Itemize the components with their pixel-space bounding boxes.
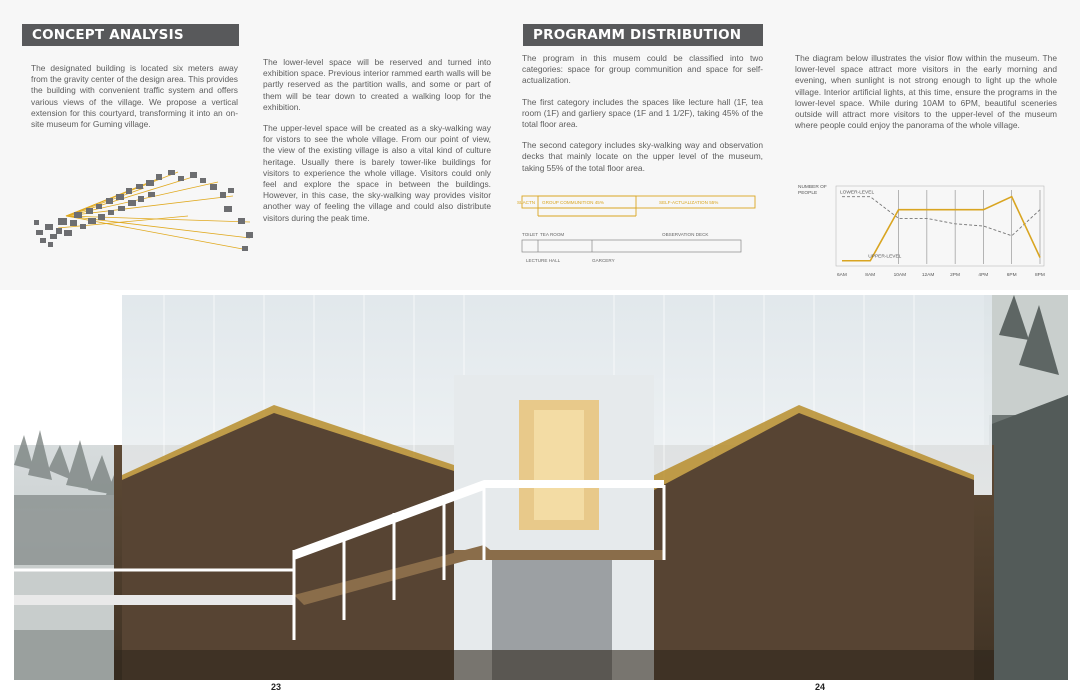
x-tick-label: 8PM bbox=[1035, 273, 1045, 278]
village-buildings bbox=[34, 170, 253, 251]
x-tick-label: 6AM bbox=[837, 273, 847, 278]
upper-level-paragraph: The upper-level space will be created as a sky-walking way for vistors to see the whole village. From our point of view, the view of the existing village is also a vital kind of culture heritage. Usually there is barely tower-like buildings for visitors to experience the whole village. Visitors could only feel and explore the space in between the buildings. However, in this case, the sky-walking way provides visitor another way of feeling the village and could also distribute visitors during the peak time. bbox=[263, 123, 491, 223]
series-label-lower-level: LOWER-LEVEL bbox=[840, 190, 875, 196]
first-category-paragraph: The first category includes the spaces like lecture hall (1F, tea room (1F) and garliery space (1F and 1 1/2F), taking 45% of the total floor area. bbox=[522, 96, 763, 130]
y-axis-label-line1: NUMBER OF bbox=[798, 185, 827, 190]
concept-intro-paragraph: The designated building is located six meters away from the gravity center of the design area. This provides the building with convenient traffic system and offers various views of the village. We propose a vertical extension for this courtyard, transforming it into an on-site museum for Guming village. bbox=[31, 63, 238, 130]
label-garcery: GARCERY bbox=[592, 258, 615, 263]
x-axis-ticks bbox=[837, 272, 1045, 278]
visitor-flow-text bbox=[795, 53, 1057, 131]
program-space-bars bbox=[522, 240, 741, 252]
label-toilet: TOILET bbox=[522, 232, 538, 237]
program-text bbox=[522, 53, 763, 174]
label-lecture-hall: LECTURE HALL bbox=[526, 258, 561, 263]
visitor-flow-chart bbox=[794, 180, 1056, 280]
label-slactn: SLACTN bbox=[517, 200, 536, 205]
program-distribution-diagram bbox=[514, 190, 764, 270]
x-tick-label: 4PM bbox=[978, 273, 989, 278]
concept-analysis-heading: CONCEPT ANALYSIS bbox=[22, 24, 239, 46]
chart-grid bbox=[899, 190, 1040, 264]
x-tick-label: 6PM bbox=[1006, 273, 1017, 278]
concept-intro-text bbox=[31, 63, 238, 130]
lower-level-paragraph: The lower-level space will be reserved and turned into exhibition space. Previous interior rammed earth walls will be partly reserved as the partition walls, and some or part of them will be tear down to created a walking loop for the exhibition. bbox=[263, 57, 491, 112]
page-number-left: 23 bbox=[271, 682, 282, 692]
museum-section-rendering bbox=[14, 295, 1068, 680]
label-tea-room: TEA ROOM bbox=[540, 232, 565, 237]
ground-shadow bbox=[114, 650, 994, 680]
label-observation-deck: OBSERVATION DECK bbox=[662, 232, 709, 237]
site-analysis-map bbox=[28, 158, 278, 258]
label-group-communition: GROUP COMMUNITION 45% bbox=[542, 200, 604, 205]
series-line-lower-level bbox=[842, 197, 1040, 236]
series-label-upper-level: UPPER-LEVEL bbox=[868, 254, 902, 260]
concept-body-text bbox=[263, 57, 491, 224]
series-line-upper-level bbox=[842, 197, 1040, 261]
x-tick-label: 10AM bbox=[893, 273, 907, 278]
chart-series bbox=[842, 197, 1040, 261]
page-number-right: 24 bbox=[815, 682, 826, 692]
programm-distribution-heading: PROGRAMM DISTRIBUTION bbox=[523, 24, 763, 46]
second-category-paragraph: The second category includes sky-walking way and observation decks that mainly locate on the upper level of the museum, taking 55% of the total floor area. bbox=[522, 140, 763, 173]
x-tick-label: 12AM bbox=[921, 273, 935, 278]
program-category-bars bbox=[522, 196, 755, 216]
label-self-actualization: SELF-ACTUALIZATION 55% bbox=[659, 200, 719, 205]
x-tick-label: 8AM bbox=[865, 273, 876, 278]
y-axis-label-line2: PEOPLE bbox=[798, 191, 818, 196]
x-tick-label: 2PM bbox=[950, 273, 961, 278]
program-categories-paragraph: The program in this musem could be classified into two categories: space for group communition and space for self-actualization. bbox=[522, 53, 763, 86]
visitor-flow-paragraph: The diagram below illustrates the visior flow within the museum. The lower-level space attract more visitors in the early morning and evening, when sunlight is not strong enough to light up the whole village. Interior artificial lights, at this time, ensure the programs in the lower-level space. While during 10AM to 6PM, beautiful sceneries outside will attract more visitors to the upper-level of the museum where people could enjoy the panorama of the whole village. bbox=[795, 53, 1057, 131]
